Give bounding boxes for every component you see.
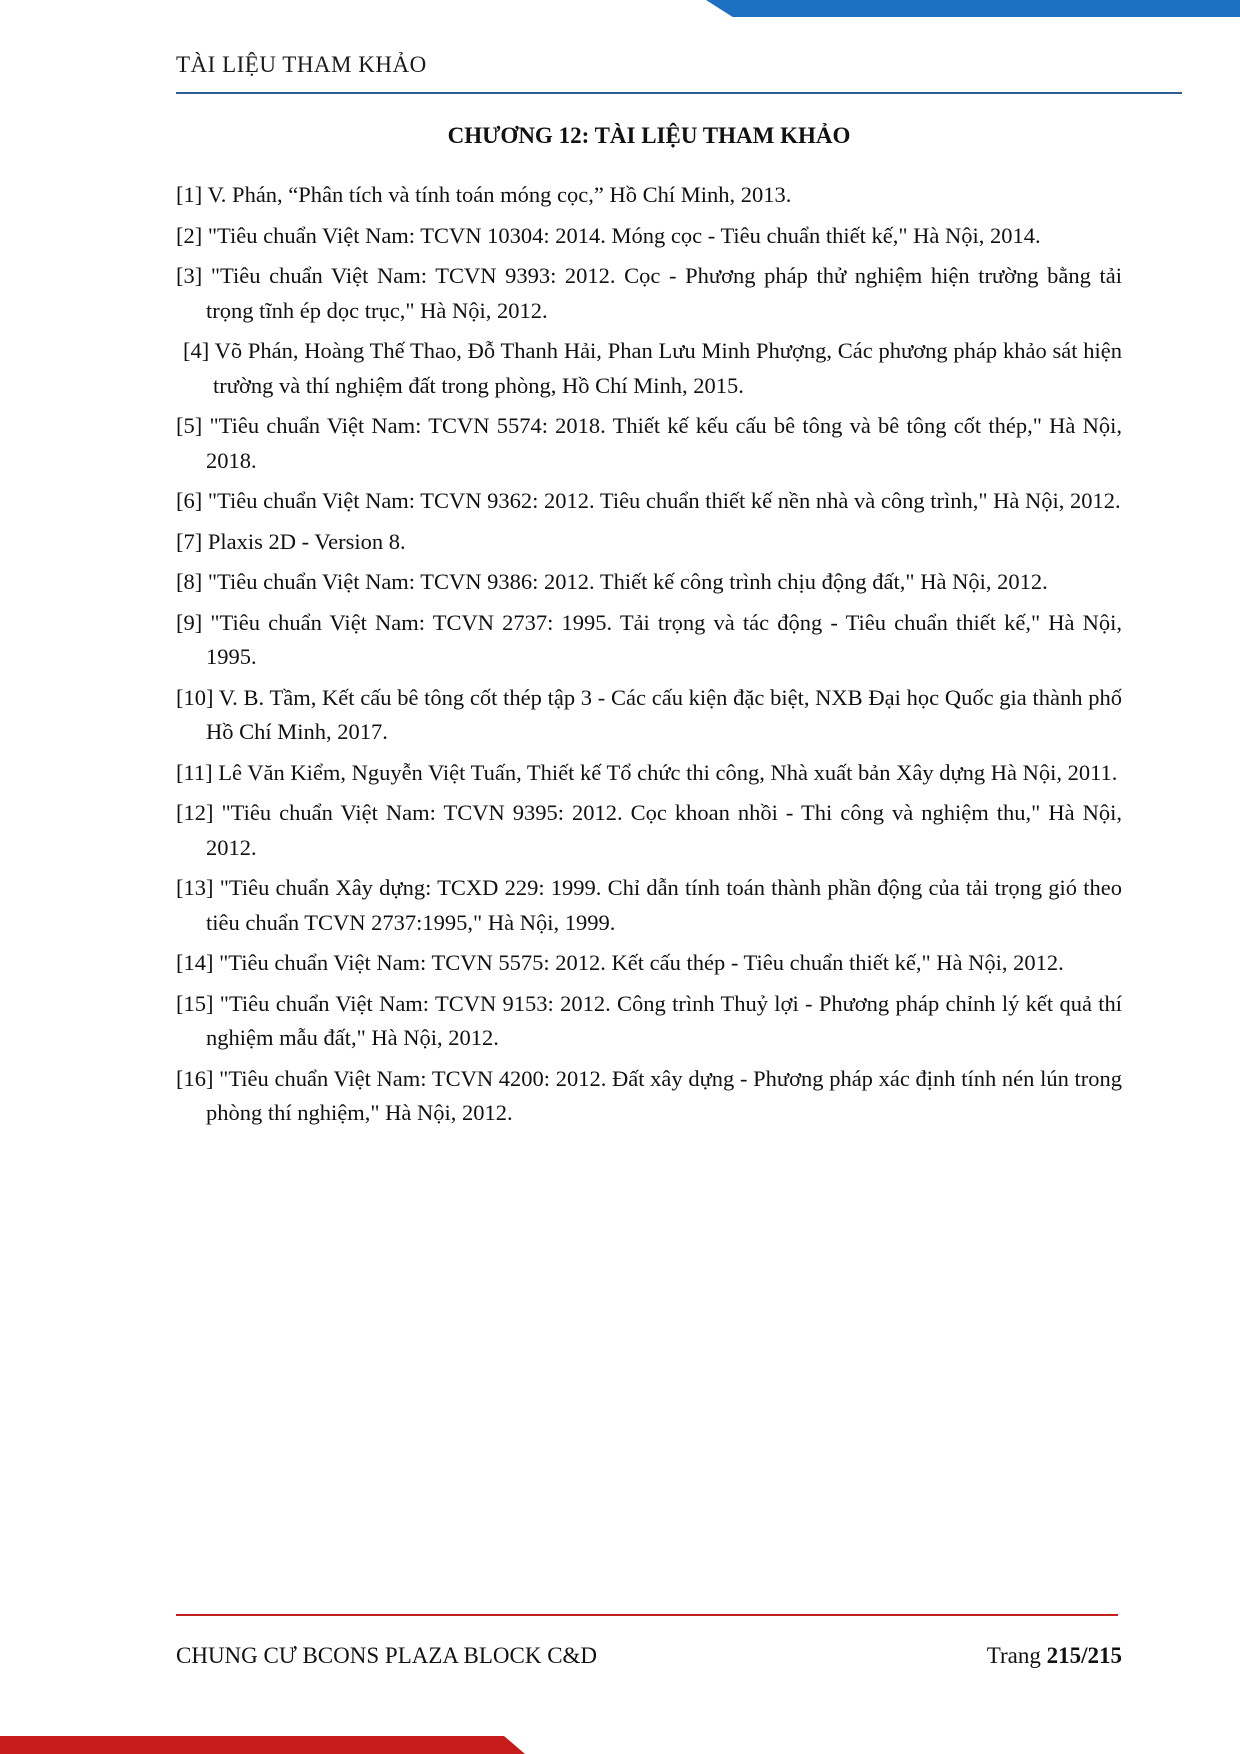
reference-item: [10] V. B. Tầm, Kết cấu bê tông cốt thép tập 3 - Các cấu kiện đặc biệt, NXB Đại học Quốc gia thành phố Hồ Chí Minh, 2017. [176, 684, 1122, 744]
reference-item: [12] "Tiêu chuẩn Việt Nam: TCVN 9395: 2012. Cọc khoan nhồi - Thi công và nghiệm thu," Hà Nội, 2012. [176, 800, 1122, 860]
reference-item: [2] "Tiêu chuẩn Việt Nam: TCVN 10304: 2014. Móng cọc - Tiêu chuẩn thiết kế," Hà Nội, 2014. [176, 222, 1041, 248]
footer-page-number [922, 1643, 1122, 1669]
reference-item: [14] "Tiêu chuẩn Việt Nam: TCVN 5575: 2012. Kết cấu thép - Tiêu chuẩn thiết kế," Hà Nội, 2012. [176, 950, 1064, 975]
running-header: TÀI LIỆU THAM KHẢO [176, 52, 427, 77]
reference-item: [13] "Tiêu chuẩn Xây dựng: TCXD 229: 1999. Chỉ dẫn tính toán thành phần động của tải trọng gió theo tiêu chuẩn TCVN 2737:1995," Hà Nội, 1999. [176, 875, 1122, 935]
reference-item: [5] "Tiêu chuẩn Việt Nam: TCVN 5574: 2018. Thiết kế kếu cấu bê tông và bê tông cốt thép," Hà Nội, 2018. [176, 413, 1122, 473]
bottom-accent-bar [0, 1736, 525, 1754]
reference-item: [7] Plaxis 2D - Version 8. [176, 528, 406, 554]
page-label: Trang [986, 1643, 1047, 1668]
chapter-title: CHƯƠNG 12: TÀI LIỆU THAM KHẢO [447, 123, 851, 148]
reference-item: [3] "Tiêu chuẩn Việt Nam: TCVN 9393: 2012. Cọc - Phương pháp thử nghiệm hiện trường bằng tải trọng tĩnh ép dọc trục," Hà Nội, 2012. [176, 263, 1122, 323]
reference-item: [9] "Tiêu chuẩn Việt Nam: TCVN 2737: 1995. Tải trọng và tác động - Tiêu chuẩn thiết kế," Hà Nội, 1995. [176, 609, 1122, 669]
reference-item: [4] Võ Phán, Hoàng Thế Thao, Đỗ Thanh Hải, Phan Lưu Minh Phượng, Các phương pháp khảo sát hiện trường và thí nghiệm đất trong phòng, Hồ Chí Minh, 2015. [183, 338, 1122, 398]
reference-item: [11] Lê Văn Kiểm, Nguyễn Việt Tuấn, Thiết kế Tổ chức thi công, Nhà xuất bản Xây dựng Hà Nội, 2011. [176, 759, 1118, 785]
page-number: 215/215 [1046, 1643, 1122, 1668]
footer-divider [176, 1614, 1118, 1616]
reference-item: [1] V. Phán, “Phân tích và tính toán móng cọc,” Hồ Chí Minh, 2013. [176, 182, 792, 207]
reference-item: [8] "Tiêu chuẩn Việt Nam: TCVN 9386: 2012. Thiết kế công trình chịu động đất," Hà Nội, 2012. [176, 569, 1048, 594]
header-divider [176, 92, 1182, 94]
reference-list [176, 178, 1122, 1137]
reference-item: [16] "Tiêu chuẩn Việt Nam: TCVN 4200: 2012. Đất xây dựng - Phương pháp xác định tính nén lún trong phòng thí nghiệm," Hà Nội, 2012. [176, 1065, 1122, 1125]
top-accent-bar [706, 0, 1240, 17]
reference-item: [6] "Tiêu chuẩn Việt Nam: TCVN 9362: 2012. Tiêu chuẩn thiết kế nền nhà và công trình," Hà Nội, 2012. [176, 488, 1121, 513]
reference-item: [15] "Tiêu chuẩn Việt Nam: TCVN 9153: 2012. Công trình Thuỷ lợi - Phương pháp chỉnh lý kết quả thí nghiệm mẫu đất," Hà Nội, 2012. [176, 990, 1122, 1050]
footer-project-name: CHUNG CƯ BCONS PLAZA BLOCK C&D [176, 1643, 598, 1668]
